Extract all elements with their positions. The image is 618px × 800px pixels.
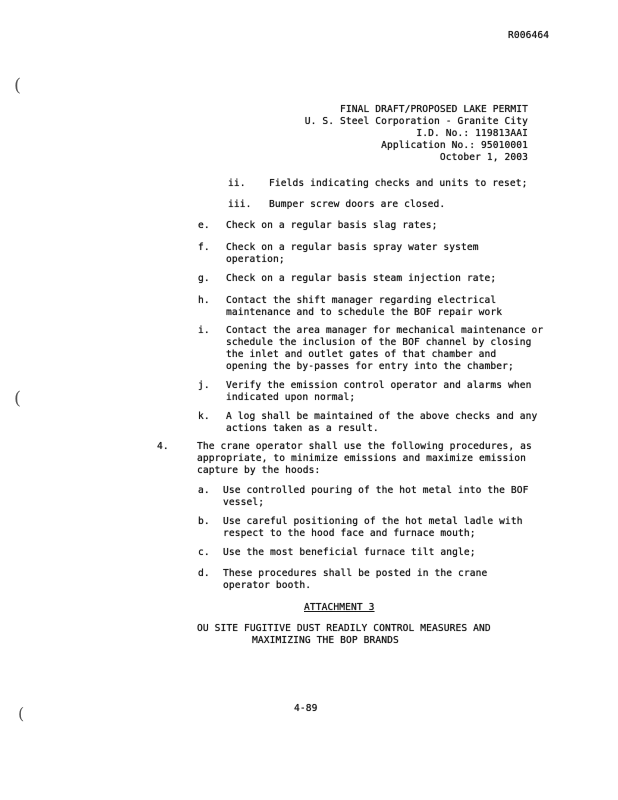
scan-mark-mid-left: ( <box>14 388 22 409</box>
item-text: Contact the shift manager regarding electrical maintenance and to schedule the BOF repair work <box>226 295 503 318</box>
attachment-line-2: MAXIMIZING THE BOP BRANDS <box>252 635 399 646</box>
header-line-1: FINAL DRAFT/PROPOSED LAKE PERMIT <box>339 104 528 115</box>
item-text: Fields indicating checks and units to reset; <box>269 178 528 189</box>
item-label: ii. <box>228 178 246 189</box>
paragraph-text: The crane operator shall use the following procedures, as appropriate, to minimize emissions and maximize emission capture by the hoods: <box>197 441 532 476</box>
item-text: Contact the area manager for mechanical maintenance or schedule the inclusion of the BOF channel by closing the inlet and outlet gates of that chamber and opening the by-passes for entry into the chamber; <box>226 325 544 372</box>
subitem-text: Use the most beneficial furnace tilt angle; <box>223 547 476 558</box>
item-label: h. <box>198 295 210 306</box>
item-label: k. <box>198 411 210 422</box>
item-text: Check on a regular basis slag rates; <box>226 220 438 231</box>
paragraph-label: 4. <box>157 441 169 452</box>
subitem-label: b. <box>198 516 210 527</box>
item-label: iii. <box>228 199 252 210</box>
item-label: f. <box>198 242 210 253</box>
item-text: A log shall be maintained of the above checks and any actions taken as a result. <box>226 411 538 434</box>
subitem-label: c. <box>198 547 210 558</box>
item-label: e. <box>198 220 210 231</box>
header-line-3: I.D. No.: 119813AAI <box>416 128 528 139</box>
header-line-4: Application No.: 95010001 <box>381 140 528 151</box>
subitem-text: Use controlled pouring of the hot metal into the BOF vessel; <box>223 485 529 508</box>
document-id: R006464 <box>508 30 550 41</box>
subitem-label: d. <box>198 568 210 579</box>
scan-mark-bottom-left: ( <box>18 704 25 723</box>
item-text: Verify the emission control operator and alarms when indicated upon normal; <box>226 380 532 403</box>
attachment-title: ATTACHMENT 3 <box>304 602 375 613</box>
item-label: j. <box>198 380 210 391</box>
subitem-text: These procedures shall be posted in the crane operator booth. <box>223 568 488 591</box>
header-line-5: October 1, 2003 <box>439 152 528 163</box>
attachment-line-1: OU SITE FUGITIVE DUST READILY CONTROL MEASURES AND <box>197 623 491 634</box>
subitem-label: a. <box>198 485 210 496</box>
item-label: g. <box>198 273 210 284</box>
item-text: Bumper screw doors are closed. <box>269 199 446 210</box>
header-line-2: U. S. Steel Corporation - Granite City <box>304 116 528 127</box>
item-text: Check on a regular basis steam injection rate; <box>226 273 497 284</box>
scan-mark-top-left: ( <box>14 75 22 96</box>
item-text: Check on a regular basis spray water system operation; <box>226 242 479 265</box>
subitem-text: Use careful positioning of the hot metal ladle with respect to the hood face and furnace mouth; <box>223 516 523 539</box>
item-label: i. <box>198 325 210 336</box>
page-number: 4-89 <box>294 703 318 714</box>
